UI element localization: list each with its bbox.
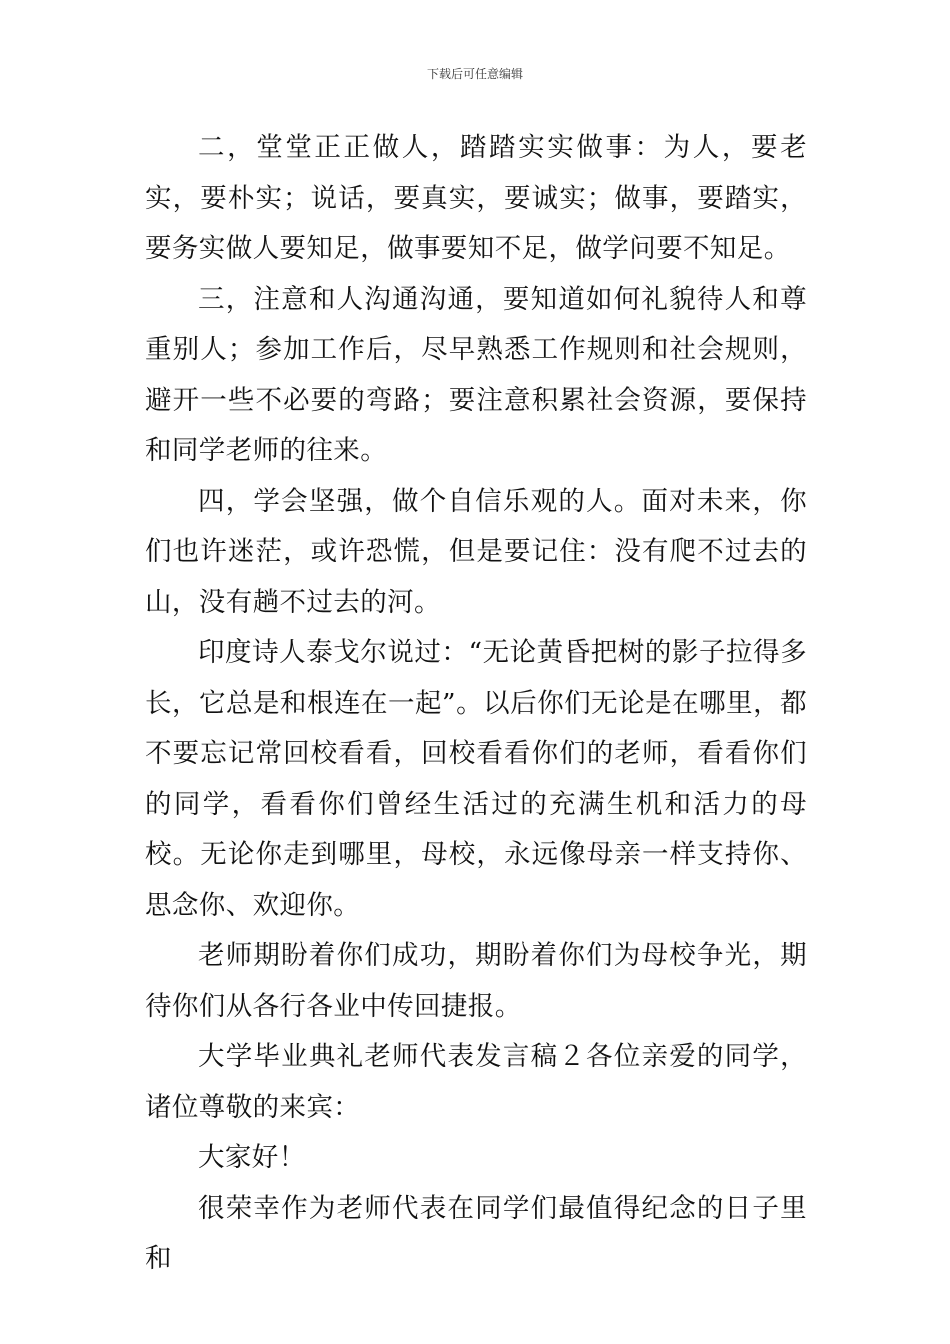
document-body (145, 123, 807, 1285)
page-header: 下载后可任意编辑 (426, 67, 523, 81)
paragraph: 印度诗人泰戈尔说过：“无论黄昏把树的影子拉得多长，它总是和根连在一起”。以后你们无论是在哪里，都不要忘记常回校看看，回校看看你们的老师，看看你们的同学，看看你们曾经生活过的充满生机和活力的母校。无论你走到哪里，母校，永远像母亲一样支持你、思念你、欢迎你。 (145, 637, 807, 921)
paragraph: 老师期盼着你们成功，期盼着你们为母校争光，期待你们从各行各业中传回捷报。 (145, 940, 807, 1022)
paragraph: 大家好！ (198, 1142, 306, 1173)
paragraph: 三，注意和人沟通沟通，要知道如何礼貌待人和尊重别人；参加工作后，尽早熟悉工作规则和社会规则，避开一些不必要的弯路；要注意积累社会资源，要保持和同学老师的往来。 (145, 283, 807, 466)
paragraph: 四，学会坚强，做个自信乐观的人。面对未来，你们也许迷茫，或许恐慌，但是要记住：没有爬不过去的山，没有趟不过去的河。 (145, 485, 807, 618)
paragraph: 很荣幸作为老师代表在同学们最值得纪念的日子里和 (145, 1192, 807, 1274)
paragraph: 大学毕业典礼老师代表发言稿２各位亲爱的同学，诸位尊敬的来宾： (145, 1041, 807, 1123)
paragraph: 二，堂堂正正做人，踏踏实实做事：为人，要老实，要朴实；说话，要真实，要诚实；做事，要踏实，要务实做人要知足，做事要知不足，做学问要不知足。 (145, 132, 807, 264)
